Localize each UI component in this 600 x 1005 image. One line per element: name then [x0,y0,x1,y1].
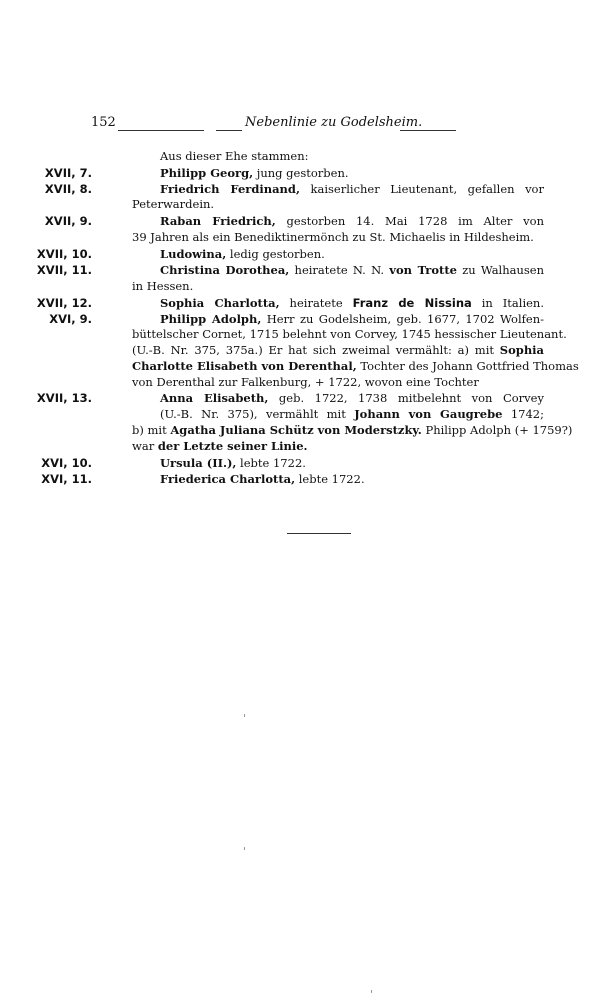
person-name: Ludowina, [160,247,227,261]
scan-speck [244,847,245,850]
person-name: Philipp Georg, [160,166,254,180]
page-number: 152 [91,115,116,130]
entry-line: Philipp Georg, jung gestorben. [160,166,349,180]
spouse-name: Johann von Gaugrebe [354,407,503,421]
intro-line: Aus dieser Ehe stammen: [160,149,309,163]
entry-label: XVII, 9. [44,214,92,228]
entry-line: (U.-B. Nr. 375, 375a.) Er hat sich zweimal vermählt: a) mit Sophia [132,343,544,357]
header-rule-mid [216,130,242,131]
entry-label: XVII, 12. [36,296,92,310]
entry-line: Anna Elisabeth, geb. 1722, 1738 mitbelehnt von Corvey [160,391,544,405]
closing-remark: der Letzte seiner Linie. [157,439,308,453]
entry-label: XVI, 11. [41,472,92,486]
spouse-name: Charlotte Elisabeth von Derenthal, [132,359,357,373]
person-name: Friedrich Ferdinand, [160,182,300,196]
scan-speck [371,990,372,993]
entry-line: 39 Jahren als ein Benediktinermönch zu St. Michaelis in Hildesheim. [132,230,534,244]
entry-label: XVI, 10. [41,456,92,470]
entry-line: Friedrich Ferdinand, kaiserlicher Lieutenant, gefallen vor [160,182,544,196]
entry-label: XVII, 7. [44,166,92,180]
entry-line: Ursula (II.), lebte 1722. [160,456,306,470]
person-name: Raban Friedrich, [160,214,276,228]
person-name: Christina Dorothea, [160,263,290,277]
spouse-name: Agatha Juliana Schütz von Moderstzky. [170,423,422,437]
person-name: Sophia Charlotta, [160,296,280,310]
scan-speck [244,714,245,717]
entry-line: Christina Dorothea, heiratete N. N. von Trotte zu Walhausen [160,263,545,277]
entry-label: XVII, 8. [44,182,92,196]
entry-line: Sophia Charlotta, heiratete Franz de Nissina in Italien. [160,296,544,310]
entry-line: Raban Friedrich, gestorben 14. Mai 1728 im Alter von [160,214,544,228]
spouse-name: von Trotte [389,263,457,277]
entry-line: Peterwardein. [132,197,215,211]
entry-line: b) mit Agatha Juliana Schütz von Moderstzky. Philipp Adolph (+ 1759?) [132,423,573,437]
entry-label: XVII, 13. [36,391,92,405]
entry-label: XVII, 10. [36,247,92,261]
entry-line: (U.-B. Nr. 375), vermählt mit Johann von Gaugrebe 1742; [160,407,544,421]
entry-line: Friederica Charlotta, lebte 1722. [160,472,365,486]
header-rule-left [118,130,204,131]
section-end-rule [287,533,351,534]
entry-line: Ludowina, ledig gestorben. [160,247,325,261]
spouse-name: Franz de Nissina [352,296,472,310]
entry-label: XVI, 9. [49,312,92,326]
entry-line: Philipp Adolph, Herr zu Godelsheim, geb. 1677, 1702 Wolfen- [160,312,545,326]
person-name: Philipp Adolph, [160,312,262,326]
header-rule-right [400,130,456,131]
running-header-title: Nebenlinie zu Godelsheim. [245,115,423,130]
entry-line: von Derenthal zur Falkenburg, + 1722, wovon eine Tochter [132,375,479,389]
entry-line: war der Letzte seiner Linie. [132,439,308,453]
person-name: Anna Elisabeth, [160,391,269,405]
entry-line: Charlotte Elisabeth von Derenthal, Tochter des Johann Gottfried Thomas [132,359,579,373]
entry-line: büttelscher Cornet, 1715 belehnt von Corvey, 1745 hessischer Lieutenant. [132,327,567,341]
person-name: Ursula (II.), [160,456,237,470]
person-name: Friederica Charlotta, [160,472,296,486]
spouse-name: Sophia [499,343,544,357]
entry-label: XVII, 11. [36,263,92,277]
entry-line: in Hessen. [132,279,194,293]
